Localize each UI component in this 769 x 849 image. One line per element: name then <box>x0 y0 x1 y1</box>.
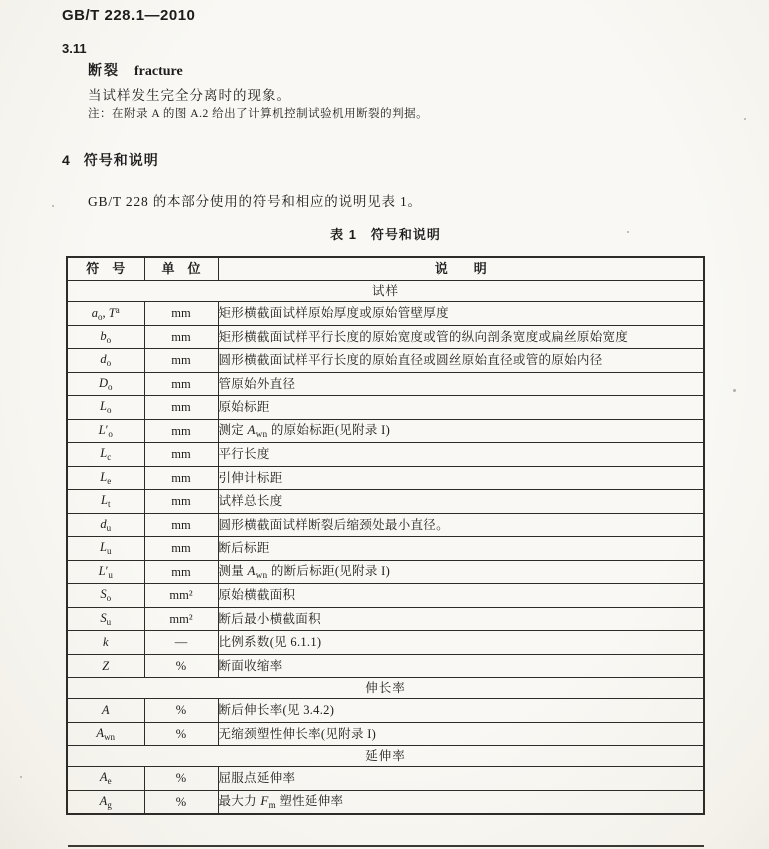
symbol-cell: $S_o$ <box>67 584 144 608</box>
description-cell: 矩形横截面试样平行长度的原始宽度或管的纵向剖条宽度或扁丝原始宽度 <box>218 325 704 349</box>
symbol-cell: $A_{wn}$ <box>67 722 144 746</box>
description-cell: 断面收缩率 <box>218 654 704 678</box>
description-cell: 平行长度 <box>218 443 704 467</box>
description-cell: 屈服点延伸率 <box>218 767 704 791</box>
description-cell: 无缩颈塑性伸长率(见附录 I) <box>218 722 704 746</box>
clause-number: 3.11 <box>62 41 87 56</box>
symbol-cell: $L_t$ <box>67 490 144 514</box>
table-row <box>67 372 704 396</box>
symbol-cell: $L'_o$ <box>67 419 144 443</box>
unit-cell: mm² <box>144 607 218 631</box>
table-row <box>67 537 704 561</box>
symbol-cell: $L_c$ <box>67 443 144 467</box>
table-header-row <box>67 257 704 281</box>
unit-cell: mm <box>144 537 218 561</box>
unit-cell: mm <box>144 466 218 490</box>
description-cell: 断后伸长率(见 3.4.2) <box>218 699 704 723</box>
symbol-cell: $L_u$ <box>67 537 144 561</box>
symbol-cell: $A_g$ <box>67 790 144 814</box>
section-row <box>67 678 704 699</box>
description-cell: 断后最小横截面积 <box>218 607 704 631</box>
table-row <box>67 513 704 537</box>
scan-edge-line <box>68 845 704 847</box>
scan-speck <box>744 118 746 120</box>
unit-cell: mm <box>144 443 218 467</box>
section-label: 延伸率 <box>67 746 704 767</box>
unit-cell: — <box>144 631 218 655</box>
section-label: 试样 <box>67 281 704 302</box>
section-label: 伸长率 <box>67 678 704 699</box>
table-row <box>67 699 704 723</box>
unit-cell: mm² <box>144 584 218 608</box>
table-row <box>67 325 704 349</box>
unit-cell: mm <box>144 302 218 326</box>
table-row <box>67 607 704 631</box>
symbol-cell: $d_u$ <box>67 513 144 537</box>
symbol-cell: $L'_u$ <box>67 560 144 584</box>
table-row <box>67 584 704 608</box>
description-cell: 圆形横截面试样平行长度的原始直径或圆丝原始直径或管的原始内径 <box>218 349 704 373</box>
unit-cell: % <box>144 790 218 814</box>
term-chinese: 断裂 <box>88 62 120 78</box>
symbol-cell: $L_e$ <box>67 466 144 490</box>
intro-text: GB/T 228 的本部分使用的符号和相应的说明见表 1。 <box>88 194 422 209</box>
description-cell: 原始标距 <box>218 396 704 420</box>
doc-number: GB/T 228.1—2010 <box>62 7 196 24</box>
unit-cell: mm <box>144 396 218 420</box>
description-cell: 原始横截面积 <box>218 584 704 608</box>
table-row <box>67 767 704 791</box>
unit-cell: mm <box>144 372 218 396</box>
table-header-cell: 符 号 <box>67 257 144 281</box>
definition-text: 当试样发生完全分离时的现象。 <box>88 88 291 103</box>
symbol-cell: k <box>67 631 144 655</box>
unit-cell: mm <box>144 325 218 349</box>
symbol-cell: Z <box>67 654 144 678</box>
table-caption: 表 1 符号和说明 <box>330 227 441 242</box>
term-line <box>88 60 183 80</box>
section-heading <box>62 150 159 170</box>
scan-speck <box>52 205 54 207</box>
scan-speck <box>733 389 736 392</box>
unit-cell: mm <box>144 560 218 584</box>
table-row <box>67 490 704 514</box>
symbol-cell: $L_o$ <box>67 396 144 420</box>
table-row <box>67 560 704 584</box>
table-row <box>67 631 704 655</box>
symbol-cell: $b_o$ <box>67 325 144 349</box>
section-row <box>67 746 704 767</box>
description-cell: 试样总长度 <box>218 490 704 514</box>
scan-speck <box>20 776 22 778</box>
table-header-cell: 单 位 <box>144 257 218 281</box>
description-cell: 管原始外直径 <box>218 372 704 396</box>
scan-speck <box>627 231 629 233</box>
table-row <box>67 419 704 443</box>
symbols-table <box>66 256 705 815</box>
table-row <box>67 722 704 746</box>
symbol-cell: $S_u$ <box>67 607 144 631</box>
symbol-cell: $D_o$ <box>67 372 144 396</box>
description-cell: 矩形横截面试样原始厚度或原始管壁厚度 <box>218 302 704 326</box>
description-cell: 引伸计标距 <box>218 466 704 490</box>
section-title: 符号和说明 <box>83 152 159 168</box>
description-cell: 测量 $A_{wn}$ 的断后标距(见附录 I) <box>218 560 704 584</box>
table-row <box>67 466 704 490</box>
table-row <box>67 302 704 326</box>
section-row <box>67 281 704 302</box>
description-cell: 比例系数(见 6.1.1) <box>218 631 704 655</box>
table-row <box>67 654 704 678</box>
description-cell: 最大力 $F_m$ 塑性延伸率 <box>218 790 704 814</box>
symbol-cell: $d_o$ <box>67 349 144 373</box>
unit-cell: % <box>144 699 218 723</box>
unit-cell: mm <box>144 513 218 537</box>
table-row <box>67 443 704 467</box>
section-number: 4 <box>62 152 70 168</box>
unit-cell: % <box>144 722 218 746</box>
term-english: fracture <box>134 64 183 79</box>
description-cell: 圆形横截面试样断裂后缩颈处最小直径。 <box>218 513 704 537</box>
note-text: 注：在附录 A 的图 A.2 给出了计算机控制试验机用断裂的判据。 <box>88 108 429 120</box>
unit-cell: % <box>144 767 218 791</box>
table-row <box>67 349 704 373</box>
description-cell: 断后标距 <box>218 537 704 561</box>
table-row <box>67 790 704 814</box>
symbol-cell: A <box>67 699 144 723</box>
unit-cell: mm <box>144 349 218 373</box>
description-cell: 测定 $A_{wn}$ 的原始标距(见附录 I) <box>218 419 704 443</box>
symbol-cell: $a_o$, $T^a$ <box>67 302 144 326</box>
table-header-cell: 说 明 <box>218 257 704 281</box>
unit-cell: mm <box>144 490 218 514</box>
table-row <box>67 396 704 420</box>
unit-cell: mm <box>144 419 218 443</box>
unit-cell: % <box>144 654 218 678</box>
symbol-cell: $A_e$ <box>67 767 144 791</box>
